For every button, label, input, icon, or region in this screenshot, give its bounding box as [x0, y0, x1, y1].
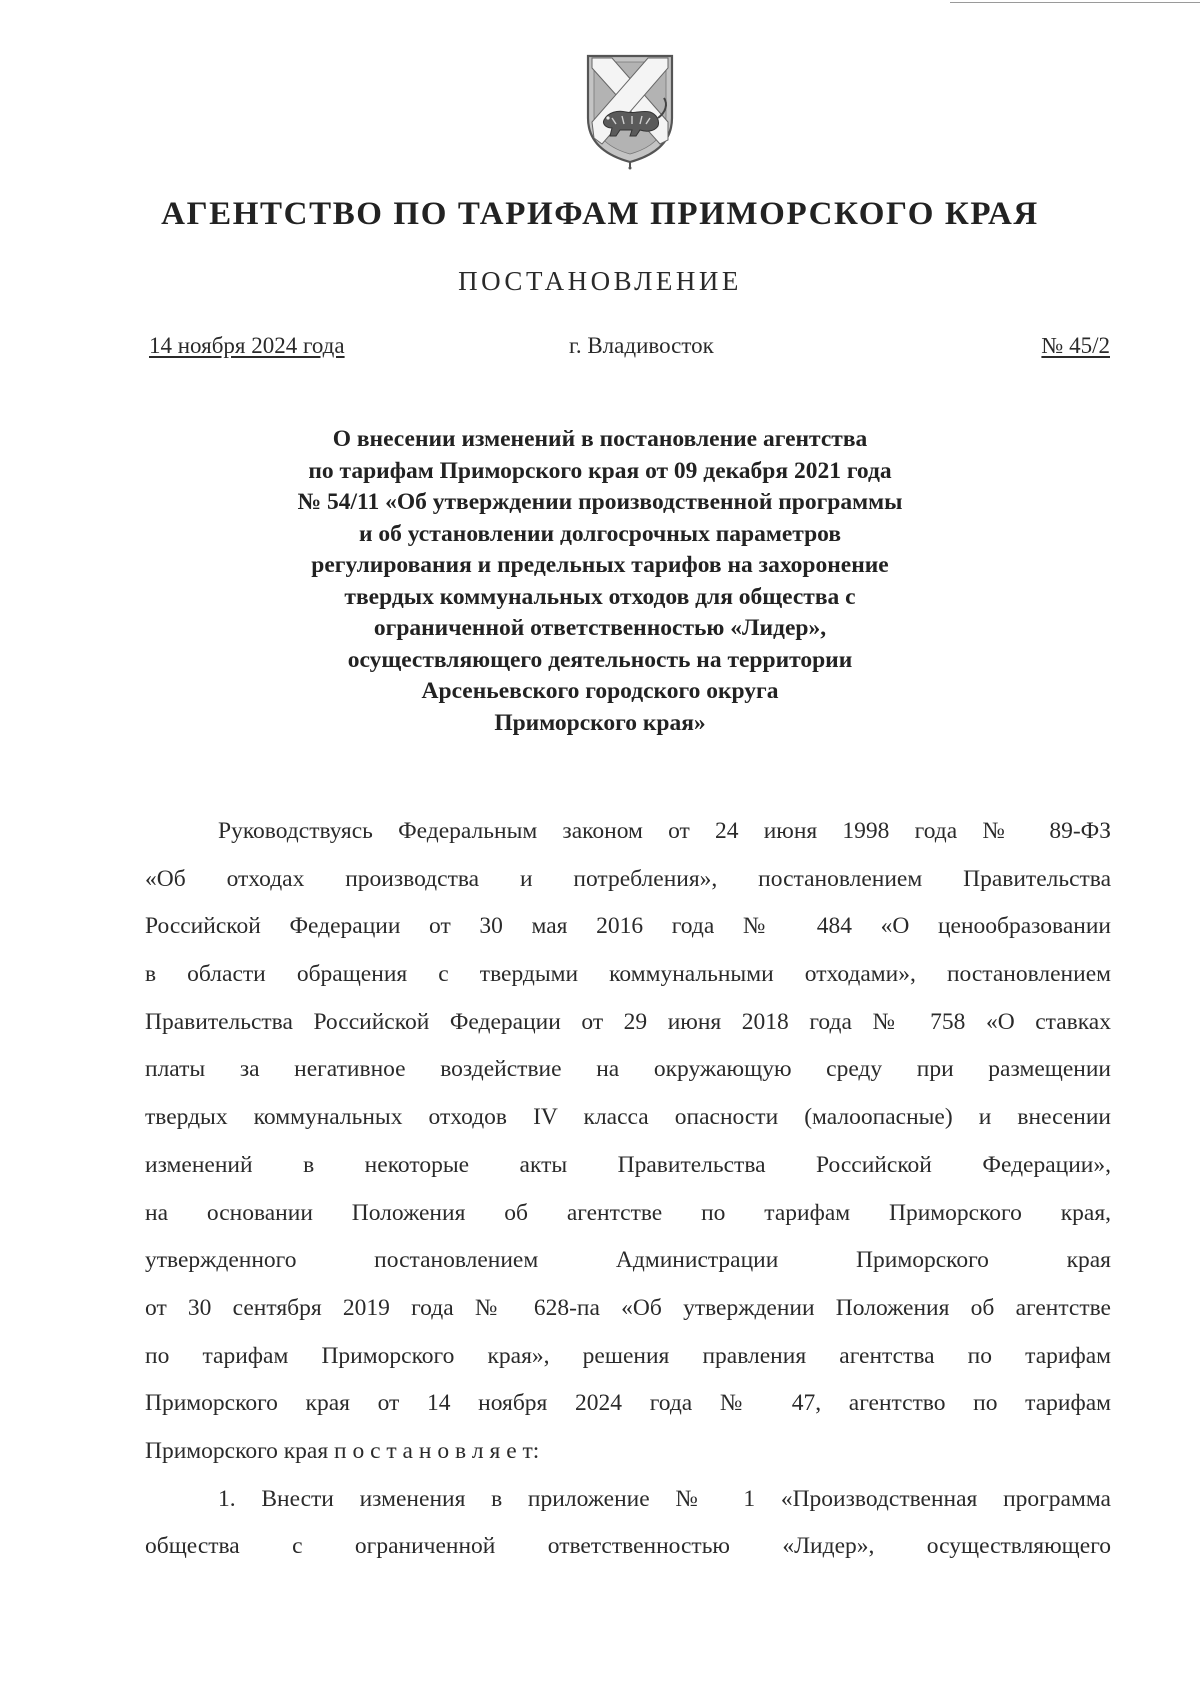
title-line: твердых коммунальных отходов для общества с [344, 583, 856, 610]
body-line: Приморского края п о с т а н о в л я е т: [145, 1437, 540, 1464]
document-number: № 45/2 [1041, 333, 1110, 358]
body-line: твердых коммунальных отходов IV класса опасности (малоопасные) и внесении [145, 1104, 1111, 1131]
title-line: и об установлении долгосрочных параметров [358, 520, 842, 547]
document-title [190, 424, 1010, 739]
body-line: в области обращения с твердыми коммунальными отходами», постановлением [145, 961, 1111, 988]
body-line: изменений в некоторые акты Правительства Российской Федерации», [145, 1151, 1111, 1178]
body-line: общества с ограниченной ответственностью «Лидер», осуществляющего [145, 1533, 1111, 1560]
body-line: на основании Положения об агентстве по тарифам Приморского края, [145, 1199, 1111, 1226]
body-line: платы за негативное воздействие на окружающую среду при размещении [145, 1056, 1111, 1083]
title-line: Арсеньевского городского округа [421, 678, 779, 704]
document-body [145, 808, 1111, 1571]
title-line: регулирования и предельных тарифов на захоронение [311, 552, 889, 578]
body-line: Правительства Российской Федерации от 29 июня 2018 года № 758 «О ставках [145, 1008, 1111, 1035]
body-line: утвержденного постановлением Администрации Приморского края [145, 1247, 1111, 1274]
body-line: по тарифам Приморского края», решения правления агентства по тарифам [145, 1342, 1111, 1369]
title-line: О внесении изменений в постановление агентства [332, 426, 868, 452]
body-line: Российской Федерации от 30 мая 2016 года № 484 «О ценообразовании [145, 913, 1111, 940]
body-line: от 30 сентября 2019 года № 628-па «Об утверждении Положения об агентстве [145, 1294, 1111, 1321]
agency-title: АГЕНТСТВО ПО ТАРИФАМ ПРИМОРСКОГО КРАЯ [161, 196, 1039, 232]
title-line: ограниченной ответственностью «Лидер», [373, 615, 827, 641]
body-line: Руководствуясь Федеральным законом от 24 июня 1998 года № 89-ФЗ [218, 818, 1111, 844]
title-line: № 54/11 «Об утверждении производственной программы [297, 489, 903, 515]
body-line: «Об отходах производства и потребления», постановлением Правительства [145, 865, 1111, 892]
body-line: 1. Внести изменения в приложение № 1 «Производственная программа [218, 1485, 1111, 1512]
document-type: ПОСТАНОВЛЕНИЕ [458, 266, 742, 296]
coat-of-arms-icon [582, 52, 678, 170]
title-line: осуществляющего деятельность на территории [347, 646, 853, 673]
document-city: г. Владивосток [569, 333, 714, 358]
body-line: Приморского края от 14 ноября 2024 года № 47, агентство по тарифам [145, 1390, 1111, 1417]
document-meta-row [0, 333, 1200, 367]
document-date: 14 ноября 2024 года [149, 333, 345, 358]
scan-edge-line [950, 2, 1200, 3]
title-line: по тарифам Приморского края от 09 декабря 2021 года [308, 457, 892, 484]
title-line: Приморского края» [494, 709, 706, 736]
